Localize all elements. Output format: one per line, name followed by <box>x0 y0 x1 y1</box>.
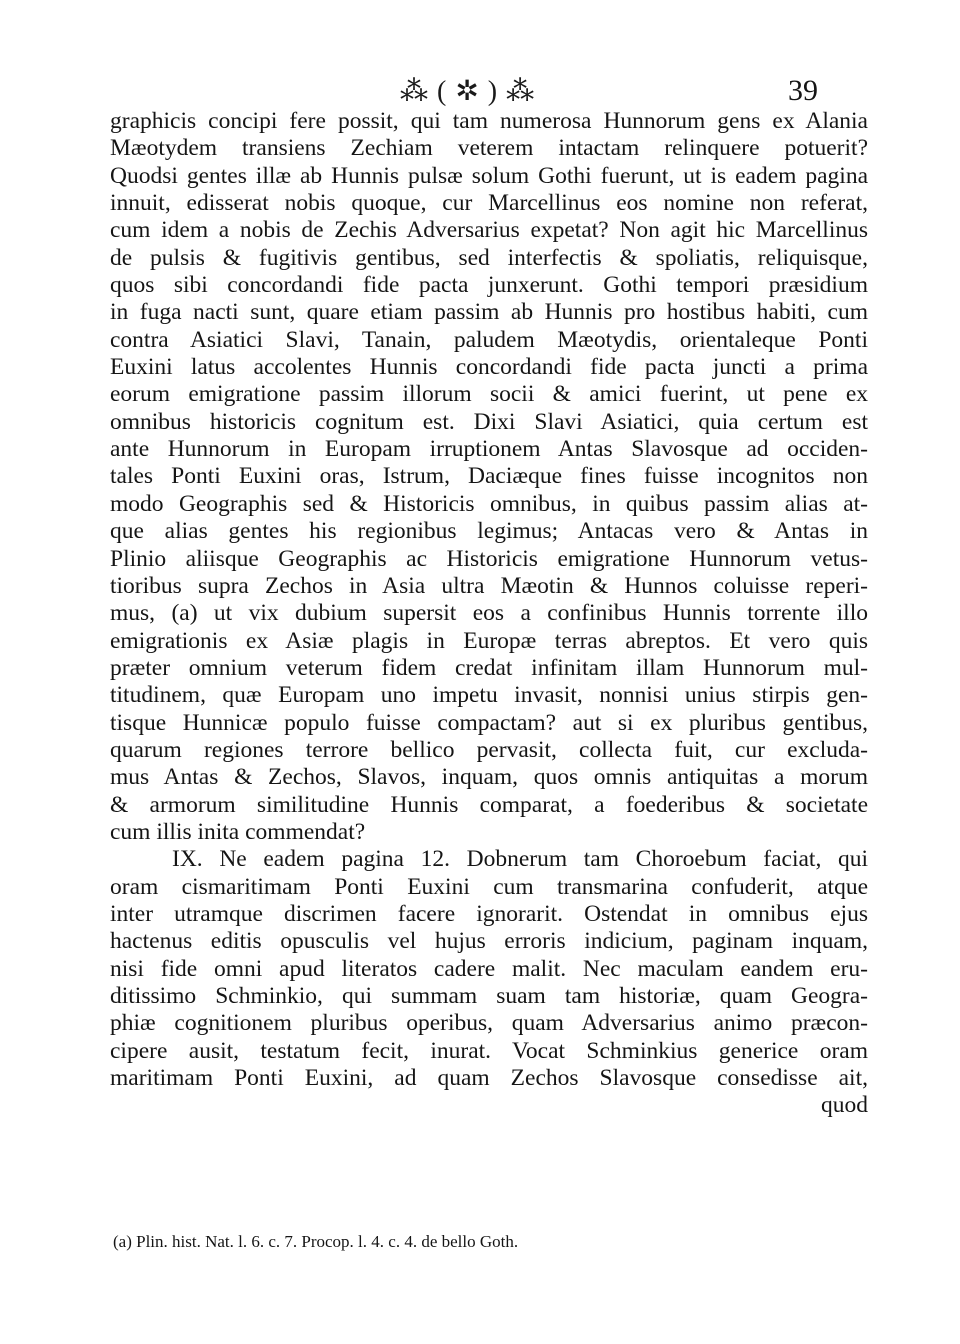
text-line: contra Asiatici Slavi, Tanain, paludem Mæotydis, orientaleque Ponti <box>110 326 868 353</box>
text-line: inter utramque discrimen facere ignorarit. Ostendat in omnibus ejus <box>110 900 868 927</box>
catchword: quod <box>821 1092 868 1119</box>
text-line: præter omnium veterum fidem credat infinitam illam Hunnorum mul- <box>110 654 868 681</box>
text-line: & armorum similitudine Hunnis comparat, a foederibus & societate <box>110 791 868 818</box>
text-line: ante Hunnorum in Europam irruptionem Antas Slavosque ad occiden- <box>110 436 868 463</box>
text-line: que alias gentes his regionibus legimus; Antacas vero & Antas in <box>110 518 868 545</box>
text-line: mus Antas & Zechos, Slavos, inquam, quos omnis antiquitas a morum <box>110 764 868 791</box>
text-line: Euxini latus accolentes Hunnis concordandi fide pacta juncti a prima <box>110 354 868 381</box>
text-line: Mæotydem transiens Zechiam veterem intactam relinquere potuerit? <box>110 135 868 162</box>
text-line: Plinio aliisque Geographis ac Historicis emigratione Hunnorum vetus- <box>110 545 868 572</box>
text-line: tisque Hunnicæ populo fuisse compactam? aut si ex pluribus gentibus, <box>110 709 868 736</box>
page-number: 39 <box>788 74 818 107</box>
text-line: innuit, edisserat nobis quoque, cur Marcellinus eos nomine non referat, <box>110 190 868 217</box>
text-line: maritimam Ponti Euxini, ad quam Zechos Slavosque consedisse ait, <box>110 1065 868 1092</box>
text-line: tioribus supra Zechos in Asia ultra Mæotin & Hunnos coluisse reperi- <box>110 572 868 599</box>
text-line: de pulsis & fugitivis gentibus, sed interfectis & spoliatis, reliquisque, <box>110 244 868 271</box>
text-line: in fuga nacti sunt, quare etiam passim ab Hunnis pro hostibus habiti, cum <box>110 299 868 326</box>
text-line: nisi fide omni apud literatos cadere malit. Nec maculam eandem eru- <box>110 955 868 982</box>
text-line: ditissimo Schminkio, qui summam suam tam historiæ, quam Geogra- <box>110 983 868 1009</box>
footnote: (a) Plin. hist. Nat. l. 6. c. 7. Procop. l. 4. c. 4. de bello Goth. <box>113 1232 519 1251</box>
header-ornament: ⁂ ( ✲ ) ⁂ <box>400 76 536 107</box>
text-line: modo Geographis sed & Historicis omnibus, in quibus passim alias at- <box>110 490 868 517</box>
text-line: quarum regiones terrore bellico pervasit, collecta fuit, cur excluda- <box>110 736 868 763</box>
text-line: mus, (a) ut vix dubium supersit eos a confinibus Hunnis torrente illo <box>110 600 868 627</box>
body-text <box>110 108 868 1120</box>
text-line: omnibus historicis cognitum est. Dixi Slavi Asiatici, quia certum est <box>110 408 868 435</box>
text-line: tales Ponti Euxini oras, Istrum, Daciæque fines fuisse incognitos non <box>110 463 868 490</box>
section-heading-line: IX. Ne eadem pagina 12. Dobnerum tam Choroebum faciat, qui <box>172 846 868 873</box>
text-line: Quodsi gentes illæ ab Hunnis pulsæ solum Gothi fuerunt, ut is eadem pagina <box>110 162 868 189</box>
text-line: cipere ausit, testatum fecit, inurat. Vocat Schminkius generice oram <box>110 1037 868 1064</box>
text-line: phiæ cognitionem pluribus operibus, quam Adversarius animo præcon- <box>110 1010 868 1037</box>
text-line: titudinem, quæ Europam uno impetu invasit, nonnisi unius stirpis gen- <box>110 682 868 709</box>
text-line: emigrationis ex Asiæ plagis in Europæ terras abreptos. Et vero quis <box>110 627 868 654</box>
text-line: quos sibi concordandi fide pacta junxerunt. Gothi tempori præsidium <box>110 272 868 299</box>
text-line: cum illis inita commendat? <box>110 818 366 845</box>
text-line: oram cismaritimam Ponti Euxini cum transmarina confuderit, atque <box>110 873 868 900</box>
text-line: hactenus editis opusculis vel hujus erroris indicium, paginam inquam, <box>110 928 868 955</box>
text-line: graphicis concipi fere possit, qui tam numerosa Hunnorum gens ex Alania <box>110 108 868 134</box>
text-line: eorum emigratione passim illorum socii & amici fuerint, ut pene ex <box>110 381 868 408</box>
text-line: cum idem a nobis de Zechis Adversarius expetat? Non agit hic Marcellinus <box>110 217 868 244</box>
